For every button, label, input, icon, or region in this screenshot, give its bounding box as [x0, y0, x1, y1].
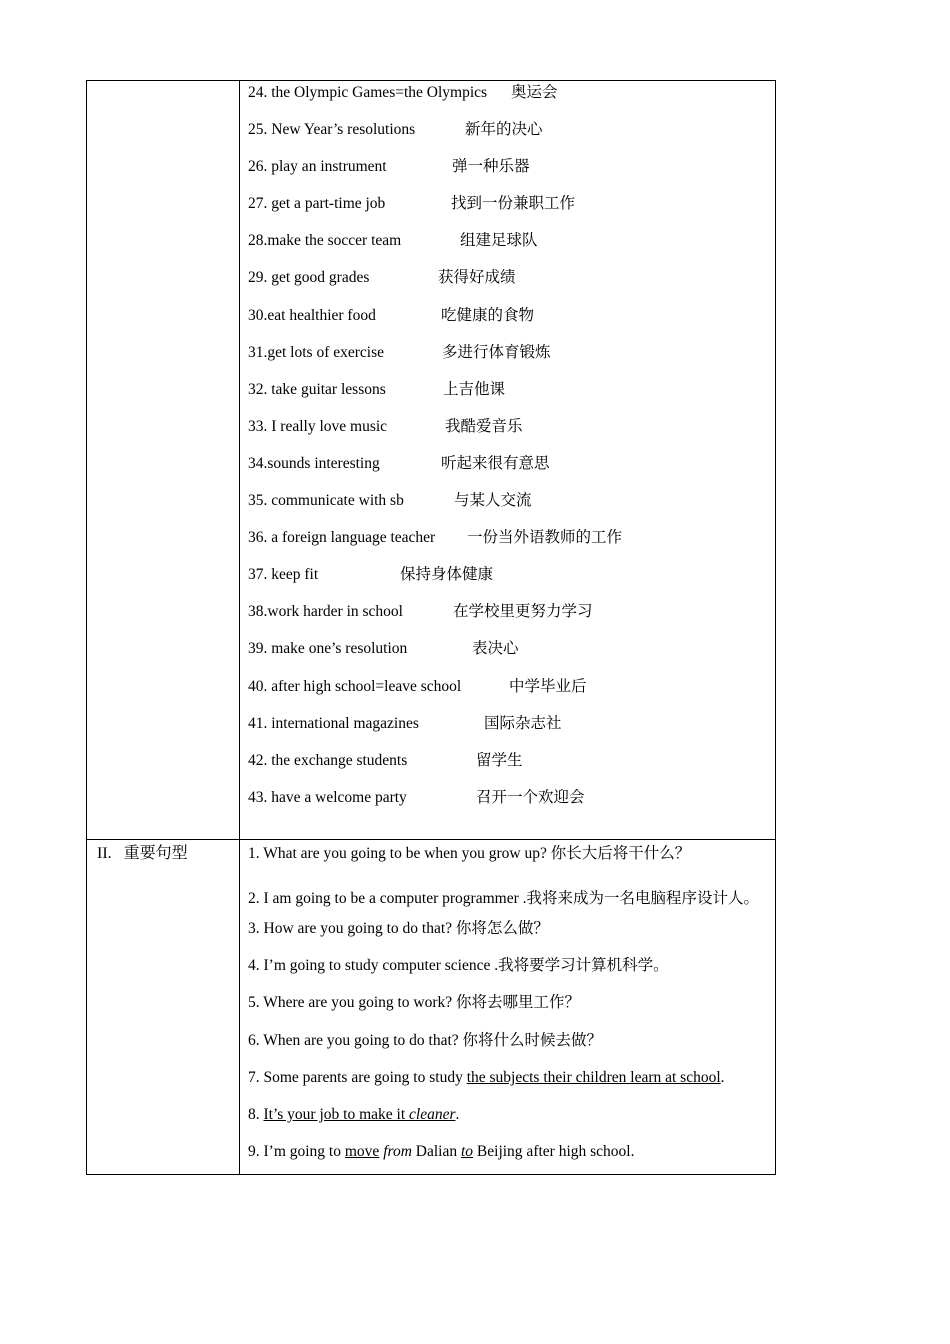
- list-item: [248, 341, 775, 378]
- sentence-8-end: .: [455, 1106, 460, 1123]
- sentence-8-italic: cleaner: [409, 1106, 456, 1123]
- phrase-zh: 在学校里更努力学习: [453, 603, 593, 621]
- phrase-en: 40. after high school=leave school: [248, 677, 462, 695]
- phrase-en: 27. get a part-time job: [248, 195, 386, 213]
- list-item: [248, 675, 775, 712]
- sentence-8-number: 8.: [248, 1106, 264, 1123]
- list-item: [248, 637, 775, 674]
- phrase-en: 29. get good grades: [248, 269, 370, 287]
- label-cell: [87, 839, 240, 1174]
- phrase-en: 39. make one’s resolution: [248, 640, 408, 658]
- sentence-7-text: 7. Some parents are going to study: [248, 1068, 467, 1086]
- phrase-zh: 留学生: [476, 751, 523, 769]
- list-item: [248, 786, 775, 823]
- label-cell-empty: [87, 81, 240, 840]
- list-item: [248, 600, 775, 637]
- list-item: [248, 118, 775, 155]
- vocabulary-table: [86, 80, 776, 1175]
- phrase-en: 31.get lots of exercise: [248, 343, 385, 361]
- phrase-en: 42. the exchange students: [248, 751, 408, 769]
- list-item: [248, 712, 775, 749]
- list-item: [248, 192, 775, 229]
- phrase-zh: 弹一种乐器: [452, 158, 530, 176]
- phrase-zh: 中学毕业后: [509, 677, 587, 695]
- sentence-7-end: .: [720, 1068, 725, 1086]
- phrase-en: 33. I really love music: [248, 417, 388, 435]
- table-row: [87, 81, 776, 840]
- phrase-en: 24. the Olympic Games=the Olympics: [248, 84, 488, 101]
- sentence-1: 1. What are you going to be when you grow up? 你长大后将干什么？: [248, 844, 691, 862]
- phrase-en: 43. have a welcome party: [248, 788, 407, 806]
- phrase-en: 37. keep fit: [248, 566, 319, 584]
- sentence-8-underlined-text: It’s your job to make it: [263, 1106, 410, 1123]
- sentence-7-underlined: the subjects their children learn at school: [466, 1068, 721, 1086]
- list-item: [248, 526, 775, 563]
- phrase-zh: 多进行体育锻炼: [442, 343, 551, 361]
- sentence-2: 2. I am going to be a computer programmer .我将来成为一名电脑程序设计人。: [248, 890, 759, 908]
- phrase-en: 30.eat healthier food: [248, 306, 376, 324]
- phrase-zh: 组建足球队: [460, 232, 538, 250]
- phrase-zh: 表决心: [472, 640, 519, 658]
- phrase-zh: 获得好成绩: [438, 269, 516, 287]
- sentence-9-italic-from: from: [383, 1143, 412, 1161]
- sentence-9-text-1: 9. I’m going to: [248, 1143, 345, 1161]
- phrase-en: 28.make the soccer team: [248, 232, 402, 250]
- sentence-list: [240, 840, 775, 1174]
- phrase-zh: 与某人交流: [454, 492, 532, 510]
- sentence-9-text-2: Dalian: [411, 1143, 461, 1161]
- sentence-8-underlined: [264, 1106, 456, 1123]
- phrase-zh: 上吉他课: [443, 380, 506, 398]
- phrase-zh: 吃健康的食物: [441, 306, 535, 324]
- list-item: [248, 304, 775, 341]
- list-item: [248, 415, 775, 452]
- section-label: II. 重要句型: [97, 844, 188, 862]
- list-item: [248, 378, 775, 415]
- sentence-9: [248, 1140, 769, 1174]
- phrase-cell: [240, 81, 776, 840]
- list-item: [248, 452, 775, 489]
- sentence-9-underlined-move: move: [344, 1143, 380, 1161]
- list-item: [248, 563, 775, 600]
- phrase-en: 35. communicate with sb: [248, 492, 404, 510]
- phrase-zh: 召开一个欢迎会: [476, 788, 585, 806]
- phrase-en: 25. New Year’s resolutions: [248, 121, 416, 139]
- phrase-zh: 我酷爱音乐: [445, 417, 523, 435]
- table-row: [87, 839, 776, 1174]
- phrase-en: 38.work harder in school: [248, 603, 403, 621]
- list-item: [248, 749, 775, 786]
- list-item: [248, 489, 775, 526]
- sentence-9-underlined-to: [461, 1143, 473, 1160]
- phrase-zh: 保持身体健康: [400, 566, 494, 584]
- phrase-zh: 听起来很有意思: [441, 454, 550, 472]
- phrase-zh: 国际杂志社: [484, 714, 562, 732]
- phrase-en: 41. international magazines: [248, 714, 419, 732]
- phrase-list: [240, 81, 775, 839]
- phrase-en: 36. a foreign language teacher: [248, 529, 436, 547]
- sentence-9-italic-to: to: [460, 1143, 474, 1161]
- sentence-7: [248, 1066, 769, 1103]
- phrase-zh: 找到一份兼职工作: [451, 195, 576, 213]
- sentence-5: 5. Where are you going to work? 你将去哪里工作？: [248, 994, 581, 1012]
- list-item: [248, 155, 775, 192]
- phrase-zh: 新年的决心: [465, 121, 543, 139]
- phrase-zh: 奥运会: [511, 84, 558, 101]
- list-item: [248, 81, 775, 118]
- list-item: [248, 229, 775, 266]
- list-item: [248, 266, 775, 303]
- sentence-4: 4. I’m going to study computer science .我将要学习计算机科学。: [248, 957, 669, 975]
- sentence-6: 6. When are you going to do that? 你将什么时候去做？: [248, 1031, 603, 1049]
- sentence-9-text-3: Beijing after high school.: [473, 1143, 635, 1161]
- sentence-3: 3. How are you going to do that? 你将怎么做？: [248, 920, 549, 938]
- phrase-zh: 一份当外语教师的工作: [467, 529, 623, 547]
- phrase-en: 34.sounds interesting: [248, 454, 380, 472]
- sentence-8: [248, 1103, 769, 1140]
- phrase-en: 32. take guitar lessons: [248, 380, 386, 398]
- phrase-en: 26. play an instrument: [248, 158, 387, 176]
- sentence-cell: [240, 839, 776, 1174]
